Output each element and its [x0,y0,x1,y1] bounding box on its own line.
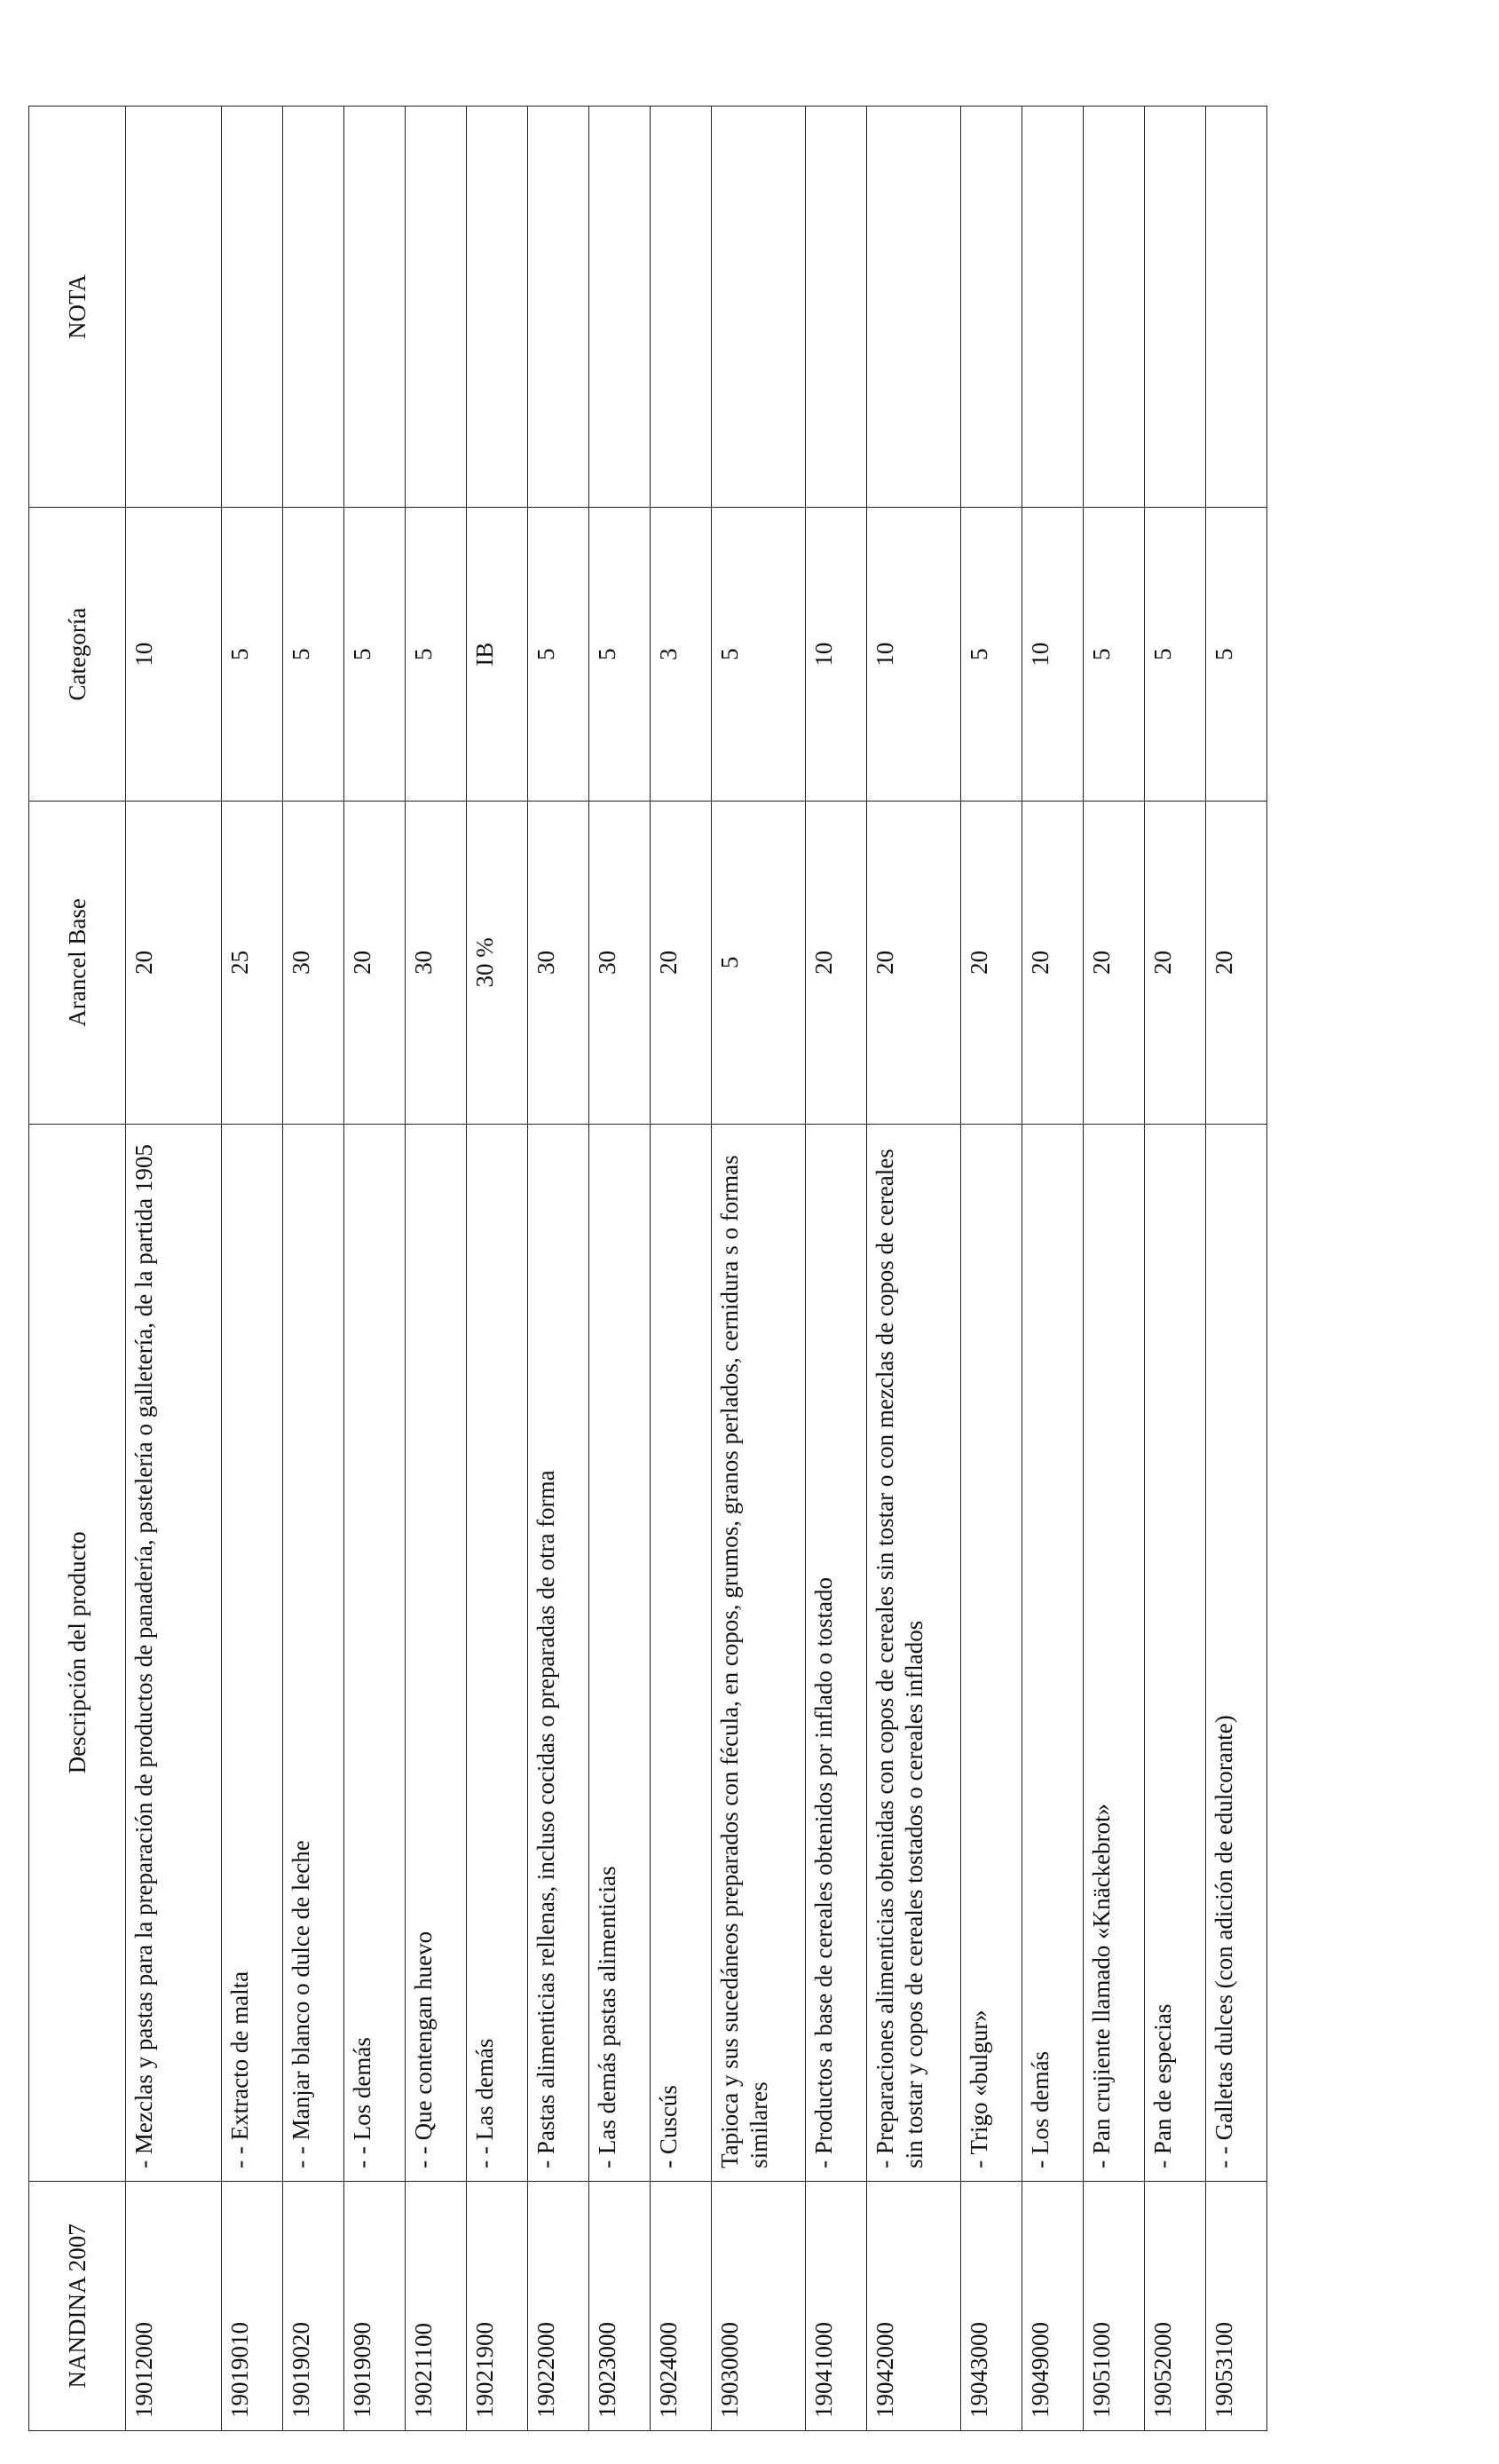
cell-categoria: 5 [712,508,806,802]
cell-arancel-base: 20 [1084,801,1145,1124]
cell-nota [651,107,712,508]
cell-arancel-base: 20 [1022,801,1084,1124]
cell-nota [283,107,344,508]
cell-nota [1084,107,1145,508]
cell-description: - - Galletas dulces (con adición de edulcorante) [1206,1124,1267,2181]
header-categoria: Categoría [29,508,126,802]
cell-arancel-base: 25 [222,801,283,1124]
table-row [867,107,961,2431]
cell-nota [126,107,222,508]
cell-description: Tapioca y sus sucedáneos preparados con fécula, en copos, grumos, granos perlados, cernidura s o formas similares [712,1124,806,2181]
cell-nota [1145,107,1206,508]
cell-nota [222,107,283,508]
cell-categoria: 5 [961,508,1022,802]
table-row [1145,107,1206,2431]
cell-description: - Las demás pastas alimenticias [589,1124,651,2181]
cell-description: - - Extracto de malta [222,1124,283,2181]
header-description: Descripción del producto [29,1124,126,2181]
cell-arancel-base: 5 [712,801,806,1124]
cell-arancel-base: 20 [344,801,406,1124]
cell-description: - Pan crujiente llamado «Knäckebrot» [1084,1124,1145,2181]
header-nota: NOTA [29,107,126,508]
cell-categoria: 5 [1145,508,1206,802]
cell-code: 19049000 [1022,2181,1084,2430]
table-body [126,107,1267,2431]
tariff-table [28,106,1267,2431]
cell-code: 19021100 [406,2181,467,2430]
cell-description: - - Manjar blanco o dulce de leche [283,1124,344,2181]
cell-description: - - Las demás [467,1124,528,2181]
cell-code: 19012000 [126,2181,222,2430]
table-row [806,107,867,2431]
cell-code: 19053100 [1206,2181,1267,2430]
cell-categoria: 10 [126,508,222,802]
cell-code: 19052000 [1145,2181,1206,2430]
table-row [589,107,651,2431]
cell-code: 19019020 [283,2181,344,2430]
cell-categoria: 5 [1206,508,1267,802]
cell-arancel-base: 30 [283,801,344,1124]
cell-description: - Los demás [1022,1124,1084,2181]
cell-code: 19019010 [222,2181,283,2430]
cell-arancel-base: 20 [961,801,1022,1124]
cell-code: 19042000 [867,2181,961,2430]
table-row [283,107,344,2431]
cell-arancel-base: 20 [1206,801,1267,1124]
cell-nota [961,107,1022,508]
cell-categoria: 5 [528,508,589,802]
cell-arancel-base: 30 [528,801,589,1124]
cell-description: - - Que contengan huevo [406,1124,467,2181]
cell-code: 19023000 [589,2181,651,2430]
cell-categoria: 10 [867,508,961,802]
cell-categoria: 10 [1022,508,1084,802]
header-nandina: NANDINA 2007 [29,2181,126,2430]
cell-nota [1206,107,1267,508]
table-row [467,107,528,2431]
cell-categoria: 5 [589,508,651,802]
rotated-document [28,106,1237,2431]
cell-nota [406,107,467,508]
cell-arancel-base: 20 [651,801,712,1124]
cell-code: 19021900 [467,2181,528,2430]
cell-arancel-base: 20 [806,801,867,1124]
cell-description: - - Los demás [344,1124,406,2181]
cell-arancel-base: 20 [1145,801,1206,1124]
cell-code: 19024000 [651,2181,712,2430]
cell-code: 19043000 [961,2181,1022,2430]
cell-description: - Productos a base de cereales obtenidos por inflado o tostado [806,1124,867,2181]
cell-categoria: 5 [1084,508,1145,802]
cell-nota [589,107,651,508]
table-row [712,107,806,2431]
table-row [961,107,1022,2431]
cell-code: 19051000 [1084,2181,1145,2430]
header-arancel-base: Arancel Base [29,801,126,1124]
cell-nota [1022,107,1084,508]
cell-arancel-base: 30 [589,801,651,1124]
cell-description: - Cuscús [651,1124,712,2181]
cell-categoria: 5 [222,508,283,802]
cell-code: 19030000 [712,2181,806,2430]
cell-description: - Trigo «bulgur» [961,1124,1022,2181]
cell-arancel-base: 30 % [467,801,528,1124]
cell-categoria: 10 [806,508,867,802]
cell-nota [467,107,528,508]
cell-description: - Pastas alimenticias rellenas, incluso cocidas o preparadas de otra forma [528,1124,589,2181]
cell-categoria: 3 [651,508,712,802]
cell-arancel-base: 20 [126,801,222,1124]
table-row [1022,107,1084,2431]
cell-categoria: 5 [283,508,344,802]
cell-description: - Preparaciones alimenticias obtenidas con copos de cereales sin tostar o con mezclas de copos de cereales sin tostar y copos de cereales tostados o cereales inflados [867,1124,961,2181]
cell-description: - Pan de especias [1145,1124,1206,2181]
cell-categoria: 5 [344,508,406,802]
table-row [651,107,712,2431]
cell-description: - Mezclas y pastas para la preparación de productos de panadería, pastelería o galletería, de la partida 1905 [126,1124,222,2181]
cell-code: 19022000 [528,2181,589,2430]
table-row [126,107,222,2431]
cell-code: 19041000 [806,2181,867,2430]
table-row [406,107,467,2431]
cell-nota [528,107,589,508]
table-row [222,107,283,2431]
cell-arancel-base: 30 [406,801,467,1124]
cell-arancel-base: 20 [867,801,961,1124]
table-row [528,107,589,2431]
cell-nota [867,107,961,508]
cell-categoria: IB [467,508,528,802]
table-row [1206,107,1267,2431]
table-row [1084,107,1145,2431]
cell-code: 19019090 [344,2181,406,2430]
cell-categoria: 5 [406,508,467,802]
cell-nota [344,107,406,508]
cell-nota [712,107,806,508]
table-row [344,107,406,2431]
cell-nota [806,107,867,508]
table-header-row [29,107,126,2431]
